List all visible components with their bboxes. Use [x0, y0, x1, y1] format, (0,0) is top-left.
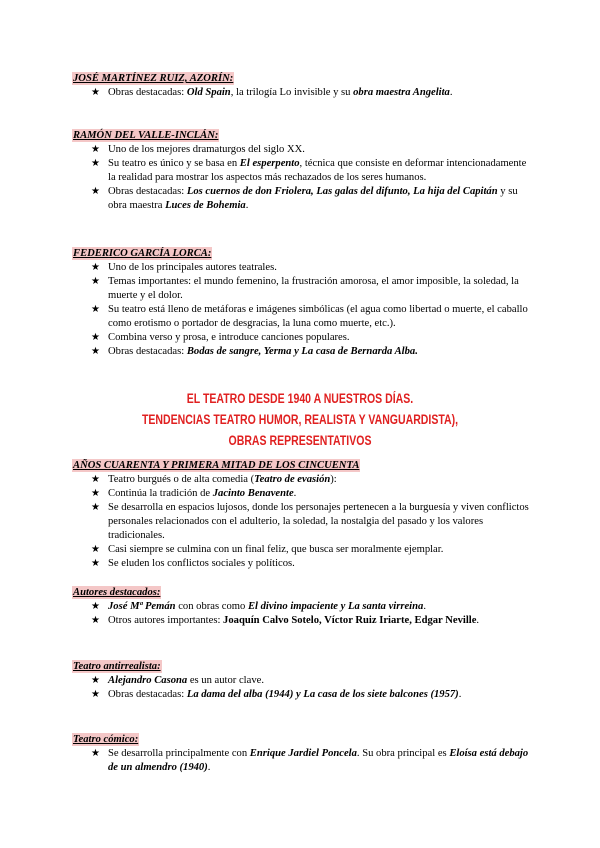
list-item: ★ Alejandro Casona es un autor clave. [91, 675, 264, 686]
star-bullet-icon: ★ [91, 276, 100, 287]
bullet-list [72, 86, 532, 100]
main-title [66, 388, 534, 451]
list-item: ★ Teatro burgués o de alta comedia (Teatro de evasión): [91, 474, 337, 485]
star-bullet-icon: ★ [91, 488, 100, 499]
list-item: ★ Combina verso y prosa, e introduce canciones populares. [91, 332, 350, 343]
star-bullet-icon: ★ [91, 601, 100, 612]
star-bullet-icon: ★ [91, 474, 100, 485]
list-item: ★ Temas importantes: el mundo femenino, la frustración amorosa, el amor imposible, la soledad, la muerte y el dolor. [91, 276, 519, 301]
list-item: ★ Uno de los mejores dramaturgos del siglo XX. [91, 144, 305, 155]
star-bullet-icon: ★ [91, 502, 100, 513]
list-item: ★ Se desarrolla en espacios lujosos, donde los personajes pertenecen a la burguesía y viven conflictos personales relacionados con el adulterio, la soledad, la nostalgia del pasado y los valores tradicionales. [91, 502, 529, 541]
list-item: ★ Otros autores importantes: Joaquín Calvo Sotelo, Víctor Ruiz Iriarte, Edgar Neville. [91, 615, 480, 626]
bullet-list [72, 600, 532, 628]
star-bullet-icon: ★ [91, 186, 100, 197]
section-anos-cuarenta [72, 459, 532, 571]
section-azorin [72, 72, 532, 100]
section-teatro-comico [72, 733, 532, 775]
star-bullet-icon: ★ [91, 87, 100, 98]
star-bullet-icon: ★ [91, 332, 100, 343]
list-item: ★ Obras destacadas: Bodas de sangre, Yerma y La casa de Bernarda Alba. [91, 346, 418, 357]
section-heading: FEDERICO GARCÍA LORCA: [73, 248, 212, 259]
star-bullet-icon: ★ [91, 544, 100, 555]
section-heading: Teatro antirrealista: [73, 661, 161, 672]
title-line-3: OBRAS REPRESENTATIVOS [228, 433, 372, 448]
list-item: ★ Casi siempre se culmina con un final feliz, que busca ser moralmente ejemplar. [91, 544, 444, 555]
section-heading: Teatro cómico: [73, 734, 139, 745]
star-bullet-icon: ★ [91, 558, 100, 569]
title-line-2: TENDENCIAS TEATRO HUMOR, REALISTA Y VANGUARDISTA), [141, 412, 459, 427]
list-item: ★ Su teatro es único y se basa en El esperpento, técnica que consiste en deformar intencionadamente la realidad para mostrar los aspectos más rechazados de los seres humanos. [91, 158, 527, 183]
star-bullet-icon: ★ [91, 675, 100, 686]
list-item: ★ Continúa la tradición de Jacinto Benavente. [91, 488, 297, 499]
section-heading: JOSÉ MARTÍNEZ RUIZ, AZORÍN: [73, 73, 234, 84]
star-bullet-icon: ★ [91, 304, 100, 315]
section-valle-inclan [72, 129, 532, 213]
star-bullet-icon: ★ [91, 158, 100, 169]
bullet-list [72, 674, 532, 702]
list-item: ★ José Mª Pemán con obras como El divino impaciente y La santa virreina. [91, 601, 426, 612]
list-item: ★ Obras destacadas: La dama del alba (1944) y La casa de los siete balcones (1957). [91, 689, 462, 700]
list-item: ★ Su teatro está lleno de metáforas e imágenes simbólicas (el agua como libertad o muerte, el caballo como erotismo o portador de desgracias, la luna como muerte, etc.). [91, 304, 528, 329]
list-item: ★ Obras destacadas: Old Spain, la trilogía Lo invisible y su obra maestra Angelita. [91, 87, 453, 98]
list-item: ★ Obras destacadas: Los cuernos de don Friolera, Las galas del difunto, La hija del Capitán y su obra maestra Luces de Bohemia. [91, 186, 518, 211]
star-bullet-icon: ★ [91, 689, 100, 700]
section-autores-destacados [72, 586, 532, 628]
bullet-list [72, 747, 532, 775]
star-bullet-icon: ★ [91, 262, 100, 273]
star-bullet-icon: ★ [91, 346, 100, 357]
bullet-list [72, 473, 532, 571]
section-heading: RAMÓN DEL VALLE-INCLÁN: [73, 130, 219, 141]
section-lorca [72, 247, 532, 359]
list-item: ★ Uno de los principales autores teatrales. [91, 262, 277, 273]
list-item: ★ Se desarrolla principalmente con Enrique Jardiel Poncela. Su obra principal es Eloísa está debajo de un almendro (1940). [91, 748, 529, 773]
star-bullet-icon: ★ [91, 144, 100, 155]
title-line-1: EL TEATRO DESDE 1940 A NUESTROS DÍAS. [186, 391, 414, 406]
section-teatro-antirrealista [72, 660, 532, 702]
section-heading: Autores destacados: [73, 587, 161, 598]
star-bullet-icon: ★ [91, 615, 100, 626]
bullet-list [72, 143, 532, 213]
list-item: ★ Se eluden los conflictos sociales y políticos. [91, 558, 295, 569]
bullet-list [72, 261, 532, 359]
star-bullet-icon: ★ [91, 748, 100, 759]
section-heading: AÑOS CUARENTA Y PRIMERA MITAD DE LOS CINCUENTA [73, 460, 360, 471]
